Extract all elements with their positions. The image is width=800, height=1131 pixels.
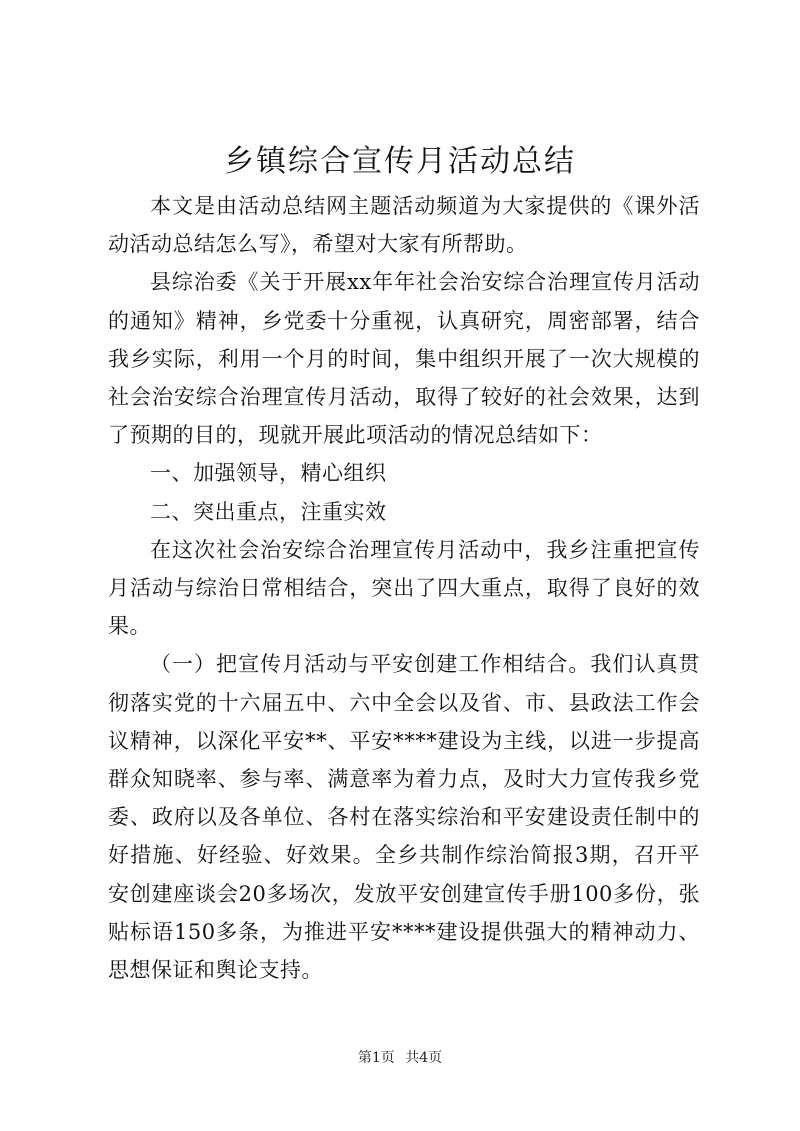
section-heading-1: 一、加强领导，精心组织	[150, 461, 387, 486]
notice-paragraph: 县综治委《关于开展xx年年社会治安综合治理宣传月活动的通知》精神，乡党委十分重视，认真研究，周密部署，结合我乡实际，利用一个月的时间，集中组织开展了一次大规模的社会治安综合治理宣传月活动，取得了较好的社会效果，达到了预期的目的，现就开展此项活动的情况总结如下：	[108, 270, 700, 448]
intro-paragraph: 本文是由活动总结网主题活动频道为大家提供的《课外活动活动总结怎么写》，希望对大家有所帮助。	[108, 194, 700, 257]
document-title: 乡镇综合宣传月活动总结	[224, 144, 576, 179]
detail-paragraph: （一）把宣传月活动与平安创建工作相结合。我们认真贯彻落实党的十六届五中、六中全会以及省、市、县政法工作会议精神，以深化平安**、平安****建设为主线，以进一步提高群众知晓率、参与率、满意率为着力点，及时大力宣传我乡党委、政府以及各单位、各村在落实综治和平安建设责任制中的好措施、好经验、好效果。全乡共制作综治简报3期，召开平安创建座谈会20多场次，发放平安创建宣传手册100多份，张贴标语150多条，为推进平安****建设提供强大的精神动力、思想保证和舆论支持。	[108, 652, 700, 983]
page-total: 共4页	[405, 1050, 443, 1066]
section-heading-2: 二、突出重点，注重实效	[150, 499, 387, 524]
summary-paragraph: 在这次社会治安综合治理宣传月活动中，我乡注重把宣传月活动与综治日常相结合，突出了四大重点，取得了良好的效果。	[108, 537, 700, 639]
page-footer	[0, 1047, 800, 1067]
document-body	[108, 187, 700, 989]
page-number: 第1页	[357, 1050, 395, 1066]
